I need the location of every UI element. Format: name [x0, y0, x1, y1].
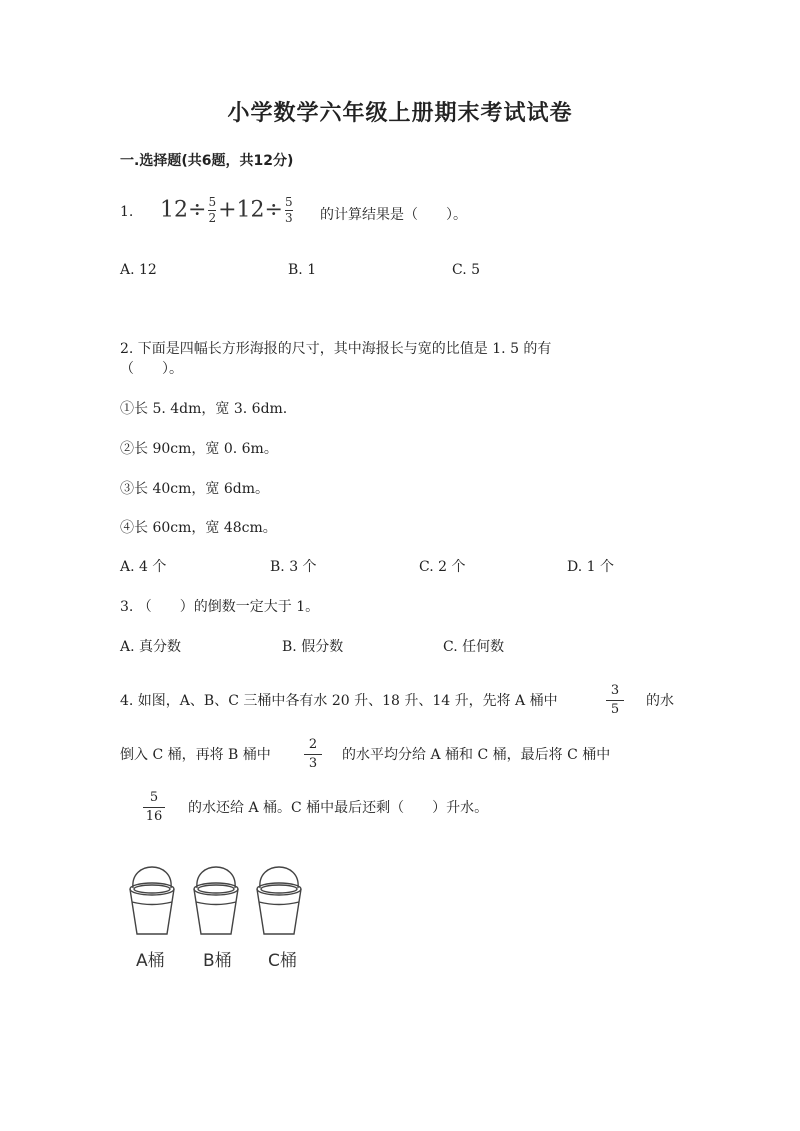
q4-stem-line-1-tail: 的水 [646, 693, 674, 709]
q3-option-b: B. 假分数 [282, 639, 344, 655]
bucket-label-a: A桶 [136, 951, 165, 971]
q2-item-1: ①长 5. 4dm，宽 3. 6dm. [120, 401, 288, 417]
q2-option-b: B. 3 个 [270, 559, 317, 575]
q4-stem-line-2-tail: 的水平均分给 A 桶和 C 桶，最后将 C 桶中 [342, 747, 611, 763]
q1-option-a: A. 12 [120, 262, 157, 278]
q1-fraction-1 [208, 196, 216, 225]
fraction-denominator: 3 [284, 211, 293, 225]
q2-stem-line-2: （ ）。 [120, 361, 183, 377]
q3-stem: 3. （ ）的倒数一定大于 1。 [120, 599, 320, 615]
q1-option-c: C. 5 [452, 262, 481, 278]
q4-stem-line-3: 的水还给 A 桶。C 桶中最后还剩（ ）升水。 [188, 800, 489, 816]
q4-fraction-3 [143, 790, 165, 825]
fraction-numerator: 5 [208, 195, 217, 209]
bucket-label-b: B桶 [203, 951, 232, 971]
divide-sign: ÷ [264, 197, 283, 223]
bucket-c-icon [257, 867, 301, 934]
q1-fraction-2 [285, 196, 293, 225]
fraction-numerator: 5 [284, 195, 293, 209]
fraction-denominator: 2 [208, 211, 217, 225]
buckets-figure [120, 852, 320, 942]
q2-item-3: ③长 40cm，宽 6dm。 [120, 481, 269, 497]
q1-operand-b: 12 [236, 197, 265, 223]
q4-fraction-2 [304, 737, 322, 772]
q1-number: 1. [120, 204, 134, 220]
q4-stem-line-1: 4. 如图，A、B、C 三桶中各有水 20 升、18 升、14 升，先将 A 桶中 [120, 693, 558, 709]
plus-sign: + [218, 197, 237, 223]
q3-option-c: C. 任何数 [443, 639, 505, 655]
fraction-denominator: 16 [145, 809, 163, 824]
page-title: 小学数学六年级上册期末考试试卷 [227, 100, 573, 126]
divide-sign: ÷ [188, 197, 207, 223]
bucket-a-icon [130, 867, 174, 934]
fraction-denominator: 3 [308, 756, 318, 771]
q2-item-4: ④长 60cm，宽 48cm。 [120, 520, 277, 536]
q1-option-b: B. 1 [288, 262, 317, 278]
fraction-numerator: 5 [149, 790, 159, 805]
q4-fraction-1 [606, 683, 624, 718]
q1-expression [160, 196, 295, 225]
q2-option-a: A. 4 个 [120, 559, 167, 575]
fraction-numerator: 2 [308, 737, 318, 752]
q1-stem-tail: 的计算结果是（ ）。 [320, 207, 467, 223]
fraction-denominator: 5 [610, 702, 620, 717]
fraction-numerator: 3 [610, 683, 620, 698]
section-heading: 一.选择题(共6题，共12分) [120, 153, 294, 169]
q1-operand-a: 12 [160, 197, 188, 223]
q2-option-c: C. 2 个 [419, 559, 466, 575]
bucket-label-c: C桶 [268, 951, 297, 971]
q2-item-2: ②长 90cm，宽 0. 6m。 [120, 441, 278, 457]
q2-option-d: D. 1 个 [567, 559, 614, 575]
bucket-b-icon [194, 867, 238, 934]
q3-option-a: A. 真分数 [120, 639, 182, 655]
q4-stem-line-2: 倒入 C 桶，再将 B 桶中 [120, 747, 271, 763]
q2-stem-line-1: 2. 下面是四幅长方形海报的尺寸，其中海报长与宽的比值是 1. 5 的有 [120, 341, 552, 357]
